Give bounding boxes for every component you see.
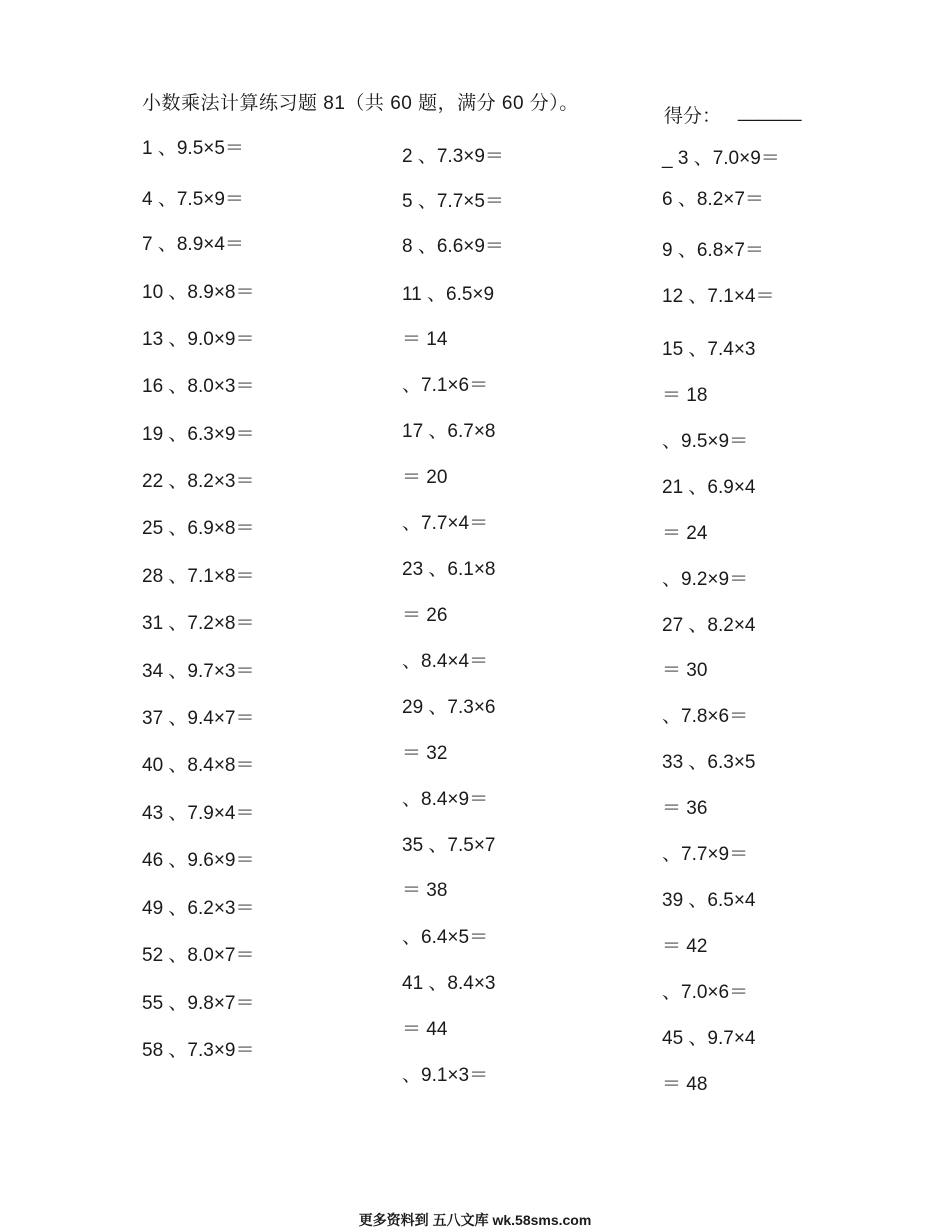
problem-line: 28 、7.1×8＝ [142, 566, 255, 587]
problem-line: 31 、7.2×8＝ [142, 613, 255, 634]
problem-line: 19 、6.3×9＝ [142, 424, 255, 445]
problem-line: 16 、8.0×3＝ [142, 376, 255, 397]
problem-line: 49 、6.2×3＝ [142, 898, 255, 919]
problem-line: ＝ 42 [662, 936, 708, 957]
problem-line: 、7.7×4＝ [402, 513, 489, 534]
problem-line: 、6.4×5＝ [402, 927, 489, 948]
problem-line: 15 、7.4×3 [662, 339, 756, 360]
problem-line: 21 、6.9×4 [662, 477, 756, 498]
problem-line: 52 、8.0×7＝ [142, 945, 255, 966]
problem-line: 45 、9.7×4 [662, 1028, 756, 1049]
problem-line: ＝ 36 [662, 798, 708, 819]
problem-line: ＝ 30 [662, 660, 708, 681]
problem-line: 7 、8.9×4＝ [142, 234, 244, 255]
problem-line: 22 、8.2×3＝ [142, 471, 255, 492]
problem-line: 、7.8×6＝ [662, 706, 749, 727]
problem-line: 、9.5×9＝ [662, 431, 749, 452]
problem-line: 10 、8.9×8＝ [142, 282, 255, 303]
problem-line: 、8.4×4＝ [402, 651, 489, 672]
problem-line: 5 、7.7×5＝ [402, 191, 504, 212]
problem-line: 2 、7.3×9＝ [402, 146, 504, 167]
problem-line: 、9.1×3＝ [402, 1065, 489, 1086]
problem-line: 、9.2×9＝ [662, 569, 749, 590]
problem-line: 27 、8.2×4 [662, 615, 756, 636]
problem-line: 40 、8.4×8＝ [142, 755, 255, 776]
problem-line: 55 、9.8×7＝ [142, 993, 255, 1014]
problem-line: 37 、9.4×7＝ [142, 708, 255, 729]
problem-line: ＝ 26 [402, 605, 448, 626]
score-label: 得分： [664, 106, 722, 127]
problem-line: 46 、9.6×9＝ [142, 850, 255, 871]
problem-line: 11 、6.5×9 [402, 284, 495, 305]
problem-line: 8 、6.6×9＝ [402, 236, 504, 257]
problem-line: 43 、7.9×4＝ [142, 803, 255, 824]
problem-line: 、8.4×9＝ [402, 789, 489, 810]
problem-line: 34 、9.7×3＝ [142, 661, 255, 682]
footer-watermark: 更多资料到 五八文库 wk.58sms.com [358, 1212, 592, 1228]
problem-line: 35 、7.5×7 [402, 835, 496, 856]
problem-line: 12 、7.1×4＝ [662, 286, 775, 307]
problem-line: 33 、6.3×5 [662, 752, 756, 773]
problem-line: 4 、7.5×9＝ [142, 189, 244, 210]
problem-line: 17 、6.7×8 [402, 421, 496, 442]
problem-line: 13 、9.0×9＝ [142, 329, 255, 350]
problem-line: 9 、6.8×7＝ [662, 240, 764, 261]
problem-line: ＝ 14 [402, 329, 448, 350]
problem-line: 23 、6.1×8 [402, 559, 496, 580]
problem-line: 6 、8.2×7＝ [662, 189, 764, 210]
problem-line: 1 、9.5×5＝ [142, 138, 244, 159]
problem-line: ＝ 44 [402, 1019, 448, 1040]
score-blank: ______ [738, 101, 802, 122]
problem-line: ＝ 24 [662, 523, 708, 544]
problem-line: ＝ 20 [402, 467, 448, 488]
page-title: 小数乘法计算练习题 81（共 60 题，满分 60 分）。 [142, 93, 579, 114]
problem-line: 、7.0×6＝ [662, 982, 749, 1003]
problem-line: 、7.7×9＝ [662, 844, 749, 865]
problem-line: 39 、6.5×4 [662, 890, 756, 911]
problem-line: ＝ 48 [662, 1074, 708, 1095]
problem-line: 29 、7.3×6 [402, 697, 496, 718]
problem-line: ＝ 18 [662, 385, 708, 406]
problem-line: ＝ 38 [402, 880, 448, 901]
problem-line: ＝ 32 [402, 743, 448, 764]
problem-line: _ 3 、7.0×9＝ [662, 148, 780, 169]
problem-line: 25 、6.9×8＝ [142, 518, 255, 539]
problem-line: 58 、7.3×9＝ [142, 1040, 255, 1061]
problem-line: 、7.1×6＝ [402, 375, 489, 396]
problem-line: 41 、8.4×3 [402, 973, 496, 994]
